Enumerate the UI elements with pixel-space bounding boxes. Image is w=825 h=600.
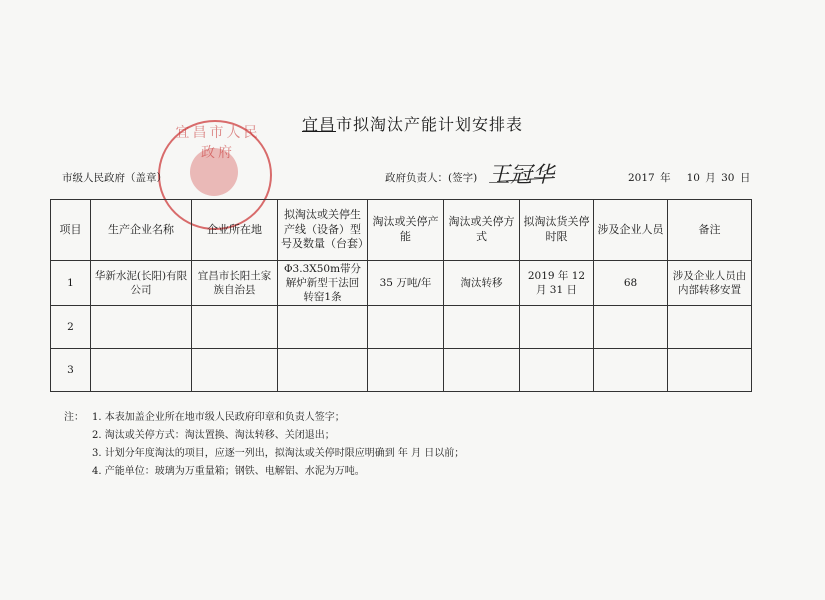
page-title bbox=[0, 112, 825, 135]
col-header-item: 项目 bbox=[51, 200, 91, 261]
note-text: 1. 本表加盖企业所在地市级人民政府印章和负责人签字； bbox=[92, 412, 345, 423]
cell-deadline bbox=[520, 349, 594, 392]
note-text: 4. 产能单位：玻璃为万重量箱；钢铁、电解铝、水泥为万吨。 bbox=[92, 466, 365, 477]
cell-company bbox=[91, 349, 192, 392]
cell-equipment: Φ3.3X50m带分解炉新型干法回转窑1条 bbox=[278, 261, 368, 306]
cell-location bbox=[192, 306, 278, 349]
cell-remarks bbox=[668, 306, 752, 349]
responsible-person-label: 政府负责人：(签字) bbox=[385, 172, 478, 184]
cell-capacity bbox=[368, 306, 444, 349]
col-header-company: 生产企业名称 bbox=[91, 200, 192, 261]
table-row bbox=[51, 306, 752, 349]
cell-personnel: 68 bbox=[594, 261, 668, 306]
col-header-location: 企业所在地 bbox=[192, 200, 278, 261]
cell-location bbox=[192, 349, 278, 392]
cell-company bbox=[91, 306, 192, 349]
cell-deadline: 2019 年 12 月 31 日 bbox=[520, 261, 594, 306]
notes-lead: 注： bbox=[64, 412, 84, 423]
date-year-unit: 年 bbox=[660, 172, 671, 184]
col-header-personnel: 涉及企业人员 bbox=[594, 200, 668, 261]
col-header-method: 淘汰或关停方式 bbox=[444, 200, 520, 261]
cell-personnel bbox=[594, 349, 668, 392]
table-header-row bbox=[51, 200, 752, 261]
cell-equipment bbox=[278, 349, 368, 392]
handwritten-signature: 王冠华 bbox=[488, 163, 555, 188]
date-year: 2017 bbox=[628, 172, 655, 184]
cell-item: 3 bbox=[51, 349, 91, 392]
table-row bbox=[51, 349, 752, 392]
cell-remarks bbox=[668, 349, 752, 392]
col-header-remarks: 备注 bbox=[668, 200, 752, 261]
col-header-equipment: 拟淘汰或关停生产线（设备）型号及数量（台套） bbox=[278, 200, 368, 261]
cell-location: 宜昌市长阳土家族自治县 bbox=[192, 261, 278, 306]
cell-equipment bbox=[278, 306, 368, 349]
col-header-capacity: 淘汰或关停产能 bbox=[368, 200, 444, 261]
note-text: 3. 计划分年度淘汰的项目，应逐一列出，拟淘汰或关停时限应明确到 年 月 日以前； bbox=[92, 448, 465, 459]
cell-method bbox=[444, 306, 520, 349]
cell-company: 华新水泥(长阳)有限公司 bbox=[91, 261, 192, 306]
title-city: 宜昌 bbox=[301, 115, 336, 134]
table-row bbox=[51, 261, 752, 306]
cell-deadline bbox=[520, 306, 594, 349]
title-rest: 市拟淘汰产能计划安排表 bbox=[336, 115, 524, 134]
cell-personnel bbox=[594, 306, 668, 349]
document-date bbox=[628, 170, 750, 185]
cell-method: 淘汰转移 bbox=[444, 261, 520, 306]
seal-text: 宜昌市人民政府 bbox=[175, 125, 261, 161]
cell-item: 2 bbox=[51, 306, 91, 349]
capacity-plan-table bbox=[50, 199, 752, 392]
cell-item: 1 bbox=[51, 261, 91, 306]
cell-capacity bbox=[368, 349, 444, 392]
col-header-deadline: 拟淘汰货关停时限 bbox=[520, 200, 594, 261]
government-seal-label: 市级人民政府（盖章） bbox=[62, 172, 167, 184]
cell-method bbox=[444, 349, 520, 392]
note-text: 2. 淘汰或关停方式：淘汰置换、淘汰转移、关闭退出； bbox=[92, 430, 335, 441]
cell-remarks: 涉及企业人员由内部转移安置 bbox=[668, 261, 752, 306]
cell-capacity: 35 万吨/年 bbox=[368, 261, 444, 306]
date-month-day: 10 月 30 日 bbox=[686, 172, 751, 184]
